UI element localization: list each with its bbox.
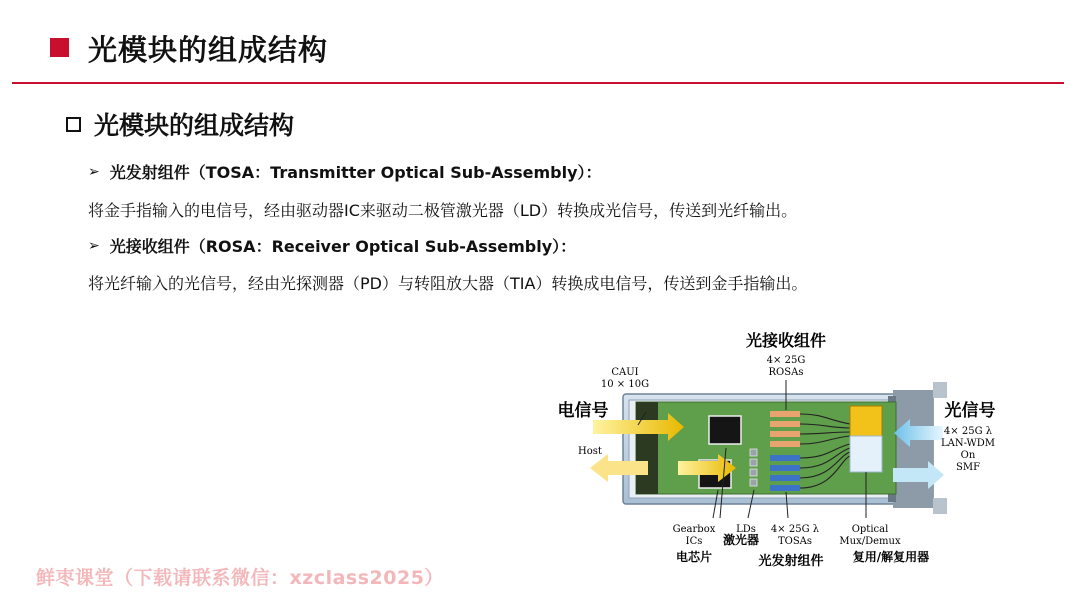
gearbox-ics-label: ICs <box>685 536 703 547</box>
section-subtitle: 光模块的组成结构 <box>94 111 295 140</box>
host-label: Host <box>578 446 602 457</box>
rosa-name-label: ROSAs <box>768 367 804 378</box>
caui-rate-label: 10 × 10G <box>600 379 650 390</box>
tosa-heading-row <box>88 160 602 183</box>
lds-label: LDs <box>736 524 756 535</box>
title-marker <box>50 38 69 57</box>
tosa-name-label: TOSAs <box>777 536 813 547</box>
caui-label: CAUI <box>611 367 639 378</box>
lds-cn-label: 激光器 <box>722 533 760 547</box>
lanwdm-rate-label: 4× 25G λ <box>943 426 993 437</box>
lanwdm-label: LAN-WDM <box>941 438 995 449</box>
gearbox-label: Gearbox <box>672 524 716 535</box>
rosa-count-label: 4× 25G <box>766 355 806 366</box>
rosa-heading-row <box>88 234 576 257</box>
demux-body <box>850 436 882 472</box>
rosa-description: 将光纤输入的光信号，经由光探测器（PD）与转阻放大器（TIA）转换成电信号，传送到金手指输出。 <box>88 274 808 293</box>
arrow-bullet-icon: ➢ <box>88 163 100 180</box>
title-divider <box>12 82 1064 84</box>
tosa-heading: 光发射组件（TOSA：Transmitter Optical Sub-Assembly）： <box>109 163 602 182</box>
mux-label: Optical <box>851 524 889 535</box>
electrical-signal-label: 电信号 <box>557 401 609 421</box>
smf-label: SMF <box>955 462 981 473</box>
rosa-heading: 光接收组件（ROSA：Receiver Optical Sub-Assembly）： <box>109 237 577 256</box>
gearbox-ic-top <box>709 416 741 444</box>
fiber-connector <box>888 382 947 514</box>
watermark: 鲜枣课堂（下载请联系微信：xzclass2025） <box>36 567 444 589</box>
optical-mux-demux <box>850 406 882 436</box>
page-title: 光模块的组成结构 <box>88 33 329 67</box>
mux-demux-label: Mux/Demux <box>839 536 901 547</box>
mux-cn-label: 复用/解复用器 <box>852 550 930 564</box>
optical-module-diagram <box>548 320 1008 575</box>
lanwdm-on-label: On <box>960 450 976 461</box>
tosa-rate-label: 4× 25G λ <box>770 524 820 535</box>
gearbox-cn-label: 电芯片 <box>675 550 713 564</box>
tosa-description: 将金手指输入的电信号，经由驱动器IC来驱动二极管激光器（LD）转换成光信号，传送到光纤输出。 <box>88 201 798 220</box>
rosa-title-label: 光接收组件 <box>745 331 827 350</box>
arrow-bullet-icon: ➢ <box>88 237 100 254</box>
tosa-cn-label: 光发射组件 <box>758 554 824 569</box>
subtitle-bullet-icon <box>66 117 81 132</box>
optical-signal-label: 光信号 <box>944 401 996 421</box>
